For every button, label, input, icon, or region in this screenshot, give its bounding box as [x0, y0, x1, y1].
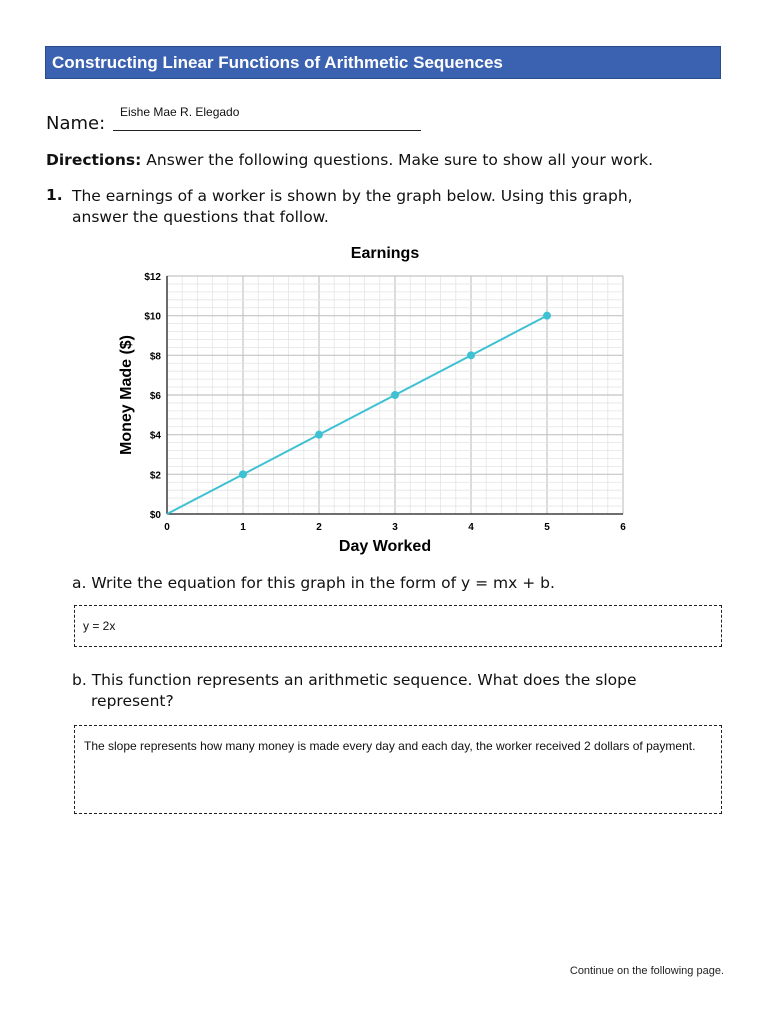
- data-point: [315, 431, 323, 439]
- part-b-answer: The slope represents how many money is made every day and each day, the worker received 2 dollars of payment.: [84, 739, 696, 753]
- name-underline: [113, 130, 421, 131]
- directions-text: Answer the following questions. Make sure to show all your work.: [146, 151, 654, 169]
- data-point: [543, 312, 551, 320]
- x-tick-label: 6: [620, 522, 626, 533]
- directions-label: Directions:: [46, 151, 142, 169]
- y-tick-label: $2: [149, 470, 161, 482]
- name-label: Name:: [46, 113, 106, 134]
- part-b-answer-box[interactable]: [74, 725, 722, 814]
- chart-title: Earnings: [350, 245, 420, 262]
- y-tick-label: $6: [149, 391, 161, 402]
- question-number: 1.: [46, 186, 63, 204]
- part-b-prompt-line-1: b. This function represents an arithmetic sequence. What does the slope: [72, 671, 637, 689]
- part-b-prompt-line-2: represent?: [91, 692, 174, 710]
- question-line-1: The earnings of a worker is shown by the graph below. Using this graph,: [72, 187, 633, 205]
- part-a-answer-box[interactable]: [74, 605, 722, 647]
- series-line: [167, 316, 547, 514]
- part-b-prompt: [72, 670, 637, 712]
- title-bar: [45, 46, 721, 79]
- data-point: [467, 351, 475, 359]
- y-tick-label: $10: [144, 311, 161, 323]
- data-point: [239, 470, 247, 478]
- name-value: Eishe Mae R. Elegado: [120, 105, 240, 119]
- directions: [46, 151, 653, 169]
- data-point: [391, 391, 399, 399]
- part-a-prompt: a. Write the equation for this graph in the form of y = mx + b.: [72, 574, 555, 592]
- question-text: [72, 186, 712, 228]
- x-tick-label: 5: [544, 522, 550, 533]
- y-tick-label: $8: [149, 351, 161, 363]
- footer-text: Continue on the following page.: [569, 965, 724, 977]
- x-tick-label: 0: [164, 522, 170, 533]
- x-tick-label: 3: [392, 522, 398, 533]
- part-a-answer: y = 2x: [83, 619, 116, 633]
- x-axis-label: Day Worked: [338, 538, 432, 555]
- earnings-chart: [100, 236, 640, 561]
- y-tick-label: $12: [144, 272, 161, 283]
- y-tick-label: $0: [149, 510, 161, 521]
- x-tick-label: 2: [316, 522, 322, 533]
- page-title: Constructing Linear Functions of Arithmetic Sequences: [52, 53, 503, 72]
- y-tick-label: $4: [149, 430, 161, 442]
- x-tick-label: 1: [240, 522, 246, 533]
- question-line-2: answer the questions that follow.: [72, 208, 329, 226]
- x-tick-label: 4: [468, 522, 474, 533]
- y-axis-label: Money Made ($): [118, 334, 135, 456]
